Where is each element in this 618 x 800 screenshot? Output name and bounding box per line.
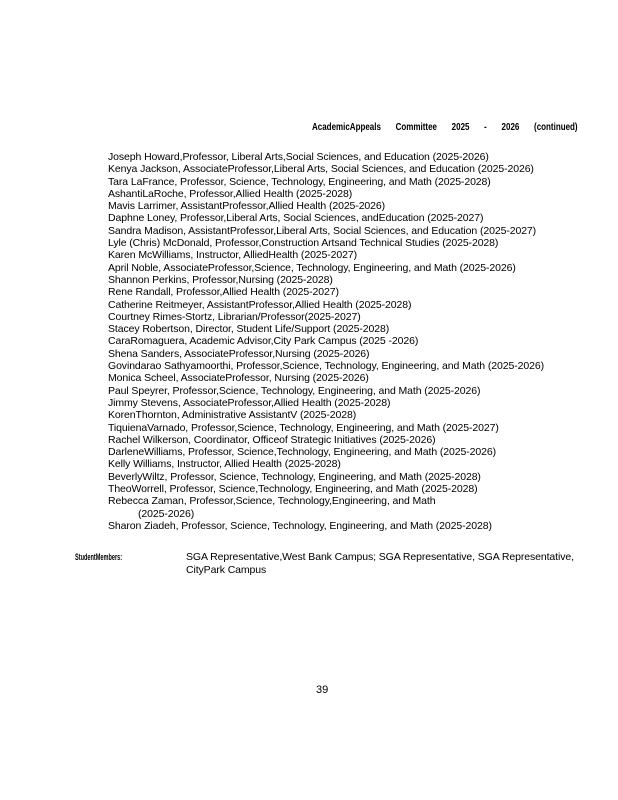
header-part-year-start: 2025 [451,122,470,133]
member-entry: Monica Scheel, AssociateProfessor, Nursing (2025-2026) [108,372,369,385]
student-members-label: StudentMembers: [75,552,123,562]
member-entry: Daphne Loney, Professor,Liberal Arts, Social Sciences, andEducation (2025-2027) [108,212,484,225]
header-part-year-end: 2026 [501,122,520,133]
committee-header [312,122,578,133]
member-entry: Courtney Rimes-Stortz, Librarian/Professor(2025-2027) [108,310,361,323]
member-entry: Rebecca Zaman, Professor,Science, Technology,Engineering, and Math [108,495,436,508]
student-members-line: CityPark Campus [186,563,267,576]
member-entry: TheoWorrell, Professor, Science,Technology, Engineering, and Math (2025-2028) [108,483,478,496]
member-entry: Sharon Ziadeh, Professor, Science, Technology, Engineering, and Math (2025-2028) [108,519,492,532]
member-entry: Govindarao Sathyamoorthi, Professor,Science, Technology, Engineering, and Math (2025-2026) [108,360,544,373]
member-list [108,151,608,532]
member-entry: Joseph Howard,Professor, Liberal Arts,Social Sciences, and Education (2025-2026) [108,151,489,163]
member-entry: BeverlyWiltz, Professor, Science, Technology, Engineering, and Math (2025-2028) [108,470,481,483]
member-entry: April Noble, AssociateProfessor,Science, Technology, Engineering, and Math (2025-2026) [108,261,516,274]
member-entry: Rene Randall, Professor,Allied Health (2025-2027) [108,286,339,299]
member-entry: Stacey Robertson, Director, Student Life/Support (2025-2028) [108,323,390,336]
member-entry: DarleneWilliams, Professor, Science,Technology, Engineering, and Math (2025-2026) [108,446,496,459]
member-entry: Lyle (Chris) McDonald, Professor,Construction Artsand Technical Studies (2025-2028) [108,237,499,250]
member-entry: CaraRomaguera, Academic Advisor,City Park Campus (2025 -2026) [108,335,419,348]
member-entry: Paul Speyrer, Professor,Science, Technology, Engineering, and Math (2025-2026) [108,384,481,397]
member-entry: Rachel Wilkerson, Coordinator, Officeof Strategic Initiatives (2025-2026) [108,433,436,446]
member-entry: Karen McWilliams, Instructor, AlliedHealth (2025-2027) [108,249,358,262]
page-number: 39 [316,684,329,696]
member-entry: Tara LaFrance, Professor, Science, Technology, Engineering, and Math (2025-2028) [108,175,491,188]
member-entry: AshantiLaRoche, Professor,Allied Health (2025-2028) [108,187,353,200]
member-entry: Shannon Perkins, Professor,Nursing (2025-2028) [108,273,333,286]
header-part-committee-name: AcademicAppeals [312,122,381,133]
member-entry: Kelly Williams, Instructor, Allied Health (2025-2028) [108,458,341,471]
member-entry: Kenya Jackson, AssociateProfessor,Liberal Arts, Social Sciences, and Education (2025-2026) [108,163,534,176]
member-entry: Jimmy Stevens, AssociateProfessor,Allied Health (2025-2028) [108,396,391,409]
member-entry: Catherine Reitmeyer, AssistantProfessor,Allied Health (2025-2028) [108,298,412,311]
member-entry: Sandra Madison, AssistantProfessor,Liberal Arts, Social Sciences, and Education (2025-2027) [108,224,537,237]
member-entry: TiquienaVarnado, Professor,Science, Technology, Engineering, and Math (2025-2027) [108,421,499,434]
header-part-continued: (continued) [534,122,578,133]
member-entry: Shena Sanders, AssociateProfessor,Nursing (2025-2026) [108,347,370,360]
student-members-text [186,551,586,577]
header-part-year-dash: - [484,122,487,133]
student-members-line: SGA Representative,West Bank Campus; SGA Representative, SGA Representative, [186,551,574,563]
member-entry: Mavis Larrimer, AssistantProfessor,Allied Health (2025-2026) [108,200,386,213]
member-entry-continuation: (2025-2026) [138,507,195,520]
member-entry: KorenThornton, Administrative AssistantV (2025-2028) [108,409,357,422]
header-part-committee-word: Committee [395,122,437,133]
